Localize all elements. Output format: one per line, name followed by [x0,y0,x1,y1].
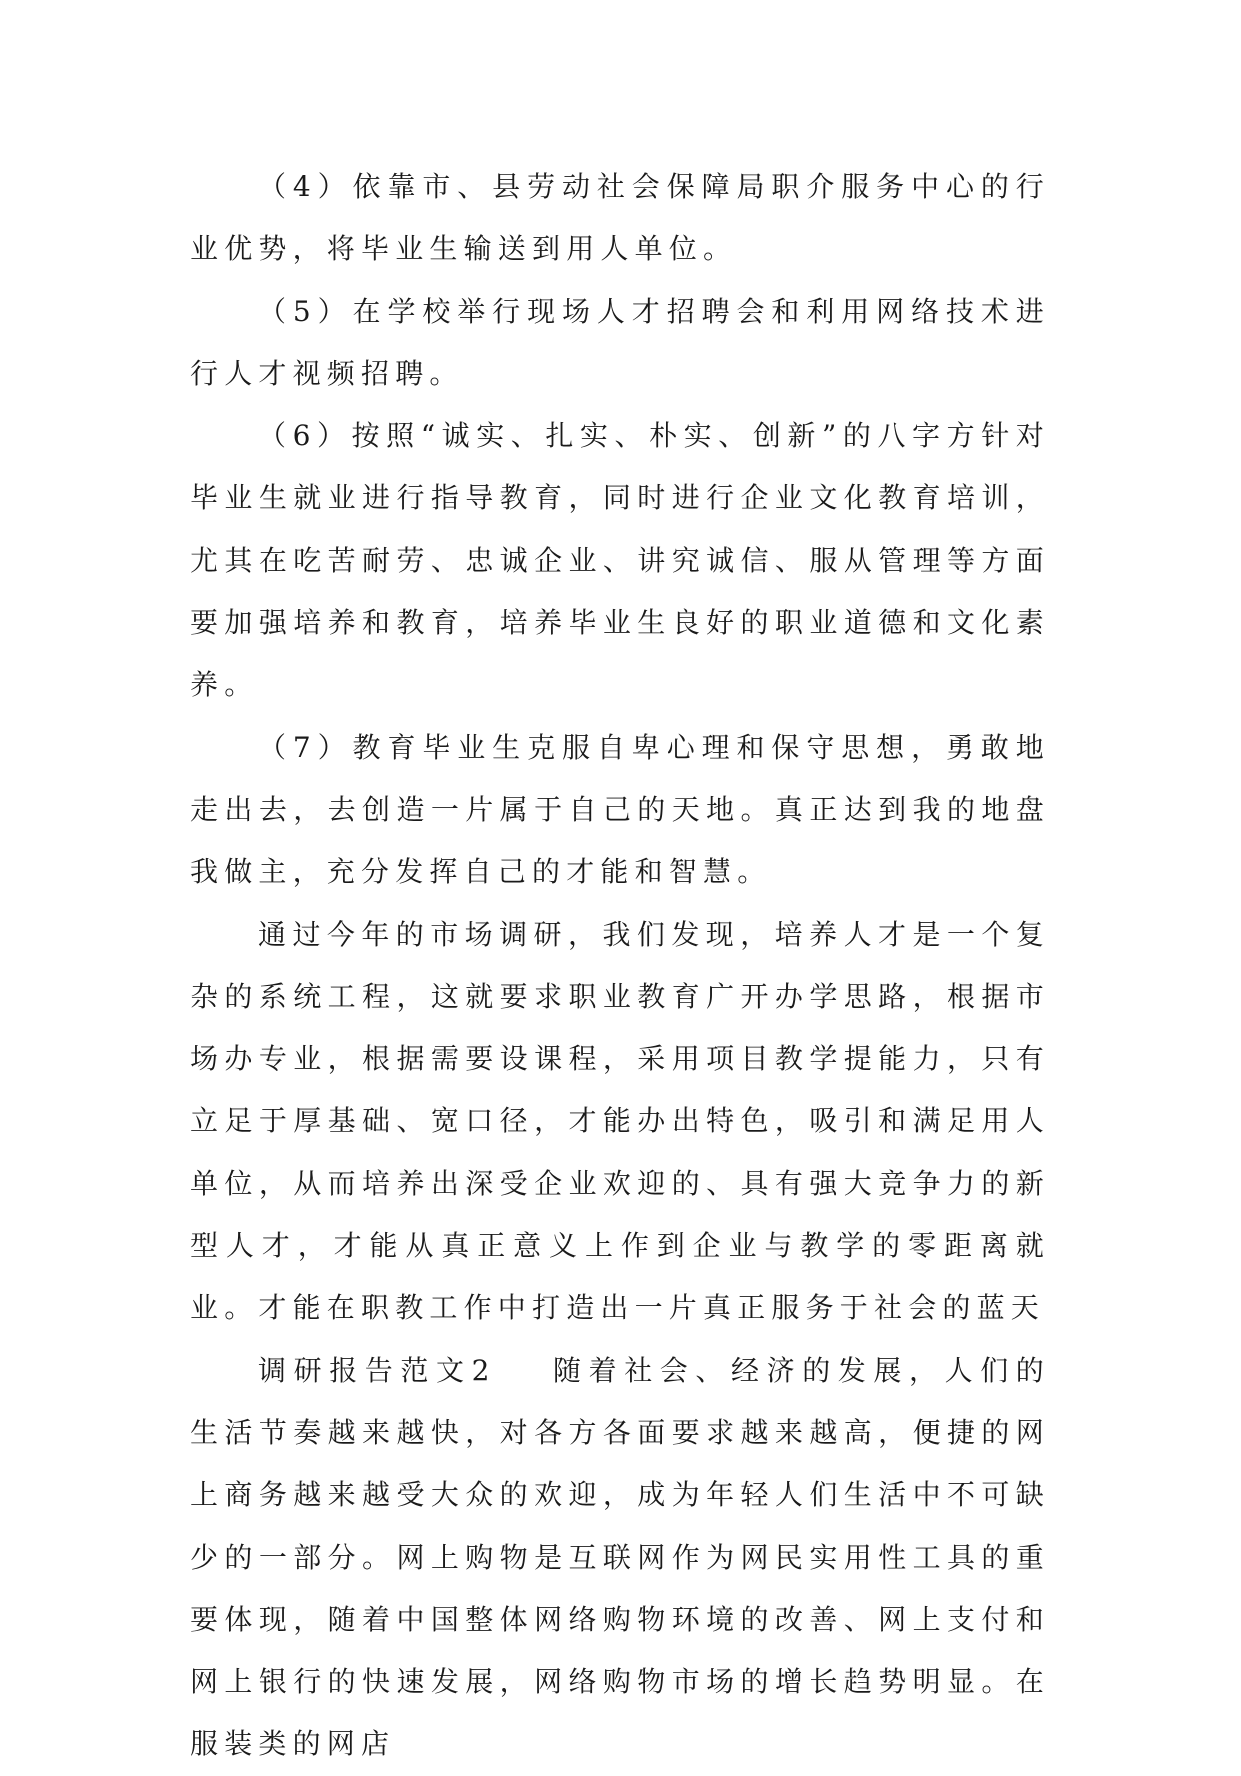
paragraph-section-2 [190,1340,1050,1776]
document-body [190,156,1050,1776]
section-heading: 调研报告范文2 [258,1353,496,1387]
section-text: 随着社会、经济的发展，人们的生活节奏越来越快，对各方各面要求越来越高，便捷的网上商务越来越受大众的欢迎，成为年轻人们生活中不可缺少的一部分。网上购物是互联网作为网民实用性工具的重要体现，随着中国整体网络购物环境的改善、网上支付和网上银行的快速发展，网络购物市场的增长趋势明显。在服装类的网店 [190,1353,1050,1761]
paragraph-item-6: （6）按照“诚实、扎实、朴实、创新”的八字方针对毕业生就业进行指导教育，同时进行企业文化教育培训，尤其在吃苦耐劳、忠诚企业、讲究诚信、服从管理等方面要加强培养和教育，培养毕业生良好的职业道德和文化素养。 [190,419,1050,702]
paragraph-item-4: （4）依靠市、县劳动社会保障局职介服务中心的行业优势，将毕业生输送到用人单位。 [190,170,1050,266]
paragraph-item-5: （5）在学校举行现场人才招聘会和利用网络技术进行人才视频招聘。 [190,294,1050,390]
paragraph-item-7: （7）教育毕业生克服自卑心理和保守思想，勇敢地走出去，去创造一片属于自己的天地。真正达到我的地盘我做主，充分发挥自己的才能和智慧。 [190,730,1050,889]
paragraph-conclusion: 通过今年的市场调研，我们发现，培养人才是一个复杂的系统工程，这就要求职业教育广开办学思路，根据市场办专业，根据需要设课程，采用项目教学提能力，只有立足于厚基础、宽口径，才能办出特色，吸引和满足用人单位，从而培养出深受企业欢迎的、具有强大竞争力的新型人才，才能从真正意义上作到企业与教学的零距离就业。才能在职教工作中打造出一片真正服务于社会的蓝天 [190,917,1050,1325]
